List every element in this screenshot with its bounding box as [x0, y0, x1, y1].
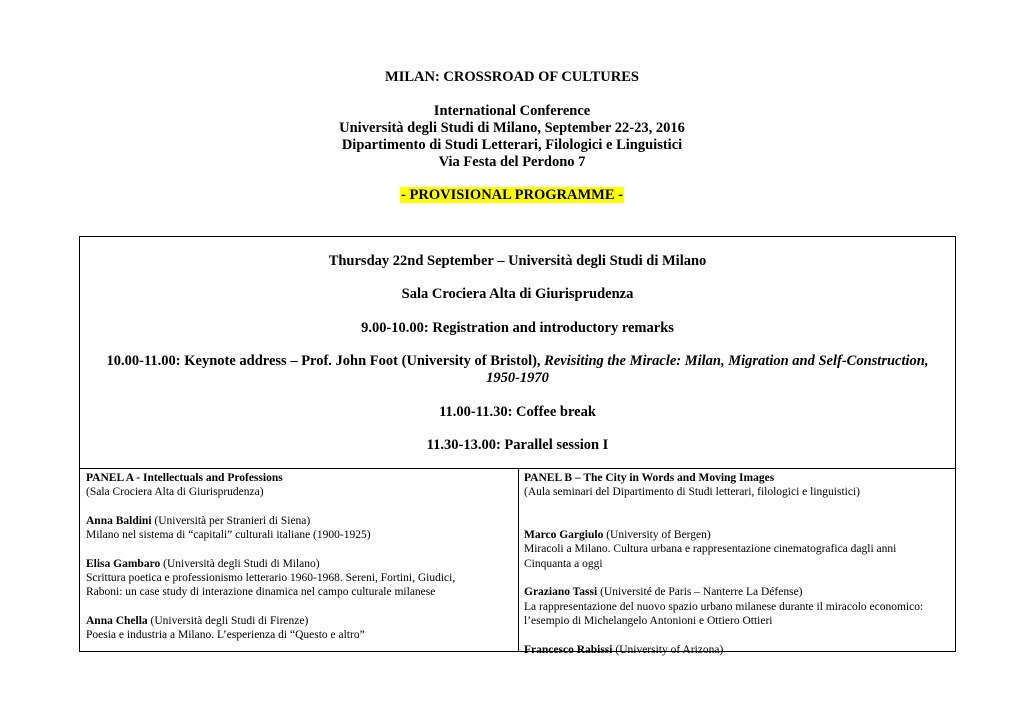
conference-department: Dipartimento di Studi Letterari, Filologici e Linguistici — [341, 137, 683, 153]
panel-a-title: PANEL A - Intellectuals and Professions — [86, 472, 283, 484]
day-title: Thursday 22nd September – Università degli Studi di Milano — [328, 253, 707, 269]
speaker-name: Marco Gargiulo — [524, 529, 604, 542]
conference-address: Via Festa del Perdono 7 — [438, 154, 586, 170]
talk-title: Poesia e industria a Milano. L’esperienza di “Questo e altro” — [86, 629, 365, 642]
panel-b — [524, 471, 952, 657]
speaker-name: Anna Chella — [86, 614, 148, 627]
keynote-title-line1: Revisiting the Miracle: Milan, Migration and Self-Construction, — [544, 353, 929, 369]
talk-speaker-line — [86, 557, 511, 571]
parallel-session-slot: 11.30-13.00: Parallel session I — [426, 437, 609, 453]
speaker-name: Francesco Rabissi — [524, 643, 613, 656]
talk-title: La rappresentazione del nuovo spazio urbano milanese durante il miracolo economico: — [524, 600, 924, 613]
registration-slot: 9.00-10.00: Registration and introductory remarks — [361, 320, 674, 336]
talk-title: Milano nel sistema di “capitali” culturali italiane (1900-1925) — [86, 529, 371, 542]
talk-speaker-line — [86, 514, 511, 528]
talk-speaker-line — [524, 528, 952, 542]
panel-b-location: (Aula seminari del Dipartimento di Studi letterari, filologici e linguistici) — [524, 486, 860, 499]
speaker-name: Elisa Gambaro — [86, 557, 161, 570]
talk-title: Miracoli a Milano. Cultura urbana e rappresentazione cinematografica dagli anni — [524, 543, 897, 556]
talk-speaker-line — [524, 643, 952, 657]
provisional-highlight: - PROVISIONAL PROGRAMME - — [401, 187, 623, 203]
conference-type: International Conference — [433, 103, 591, 119]
conference-title: MILAN: CROSSROAD OF CULTURES — [385, 69, 639, 85]
talk-title: Scrittura poetica e professionismo letterario 1960-1968. Sereni, Fortini, Giudici, — [86, 572, 456, 585]
day-schedule — [80, 237, 955, 469]
speaker-affiliation: (Université de Paris – Nanterre La Défense) — [597, 586, 803, 599]
speaker-affiliation: (Università degli Studi di Milano) — [160, 557, 320, 570]
column-divider — [518, 468, 519, 651]
coffee-break-slot: 11.00-11.30: Coffee break — [439, 404, 596, 420]
panel-a — [86, 471, 511, 643]
panel-b-title: PANEL B – The City in Words and Moving Images — [524, 472, 775, 484]
provisional-programme-label — [0, 187, 1024, 204]
speaker-affiliation: (Università degli Studi di Firenze) — [147, 614, 309, 627]
day-room: Sala Crociera Alta di Giurisprudenza — [401, 286, 634, 302]
programme-table — [79, 236, 956, 656]
talk-title: Cinquanta a oggi — [524, 557, 603, 570]
conference-venue-date: Università degli Studi di Milano, September 22-23, 2016 — [339, 120, 685, 136]
speaker-affiliation: (University of Arizona) — [612, 643, 724, 656]
keynote-title-line2: 1950-1970 — [486, 370, 549, 386]
talk-title: Raboni: un case study di interazione dinamica nel campo culturale milanese — [86, 586, 436, 599]
speaker-affiliation: (University of Bergen) — [603, 529, 711, 542]
keynote-prefix: 10.00-11.00: Keynote address – Prof. John Foot (University of Bristol), — [106, 353, 545, 369]
talk-speaker-line — [86, 614, 511, 628]
panel-a-location: (Sala Crociera Alta di Giurisprudenza) — [86, 486, 264, 499]
keynote-slot — [80, 353, 955, 370]
speaker-name: Graziano Tassi — [524, 586, 598, 599]
speaker-affiliation: (Università per Stranieri di Siena) — [151, 514, 311, 527]
speaker-name: Anna Baldini — [86, 514, 152, 527]
talk-speaker-line — [524, 585, 952, 599]
talk-title: l’esempio di Michelangelo Antonioni e Ottiero Ottieri — [524, 614, 773, 627]
